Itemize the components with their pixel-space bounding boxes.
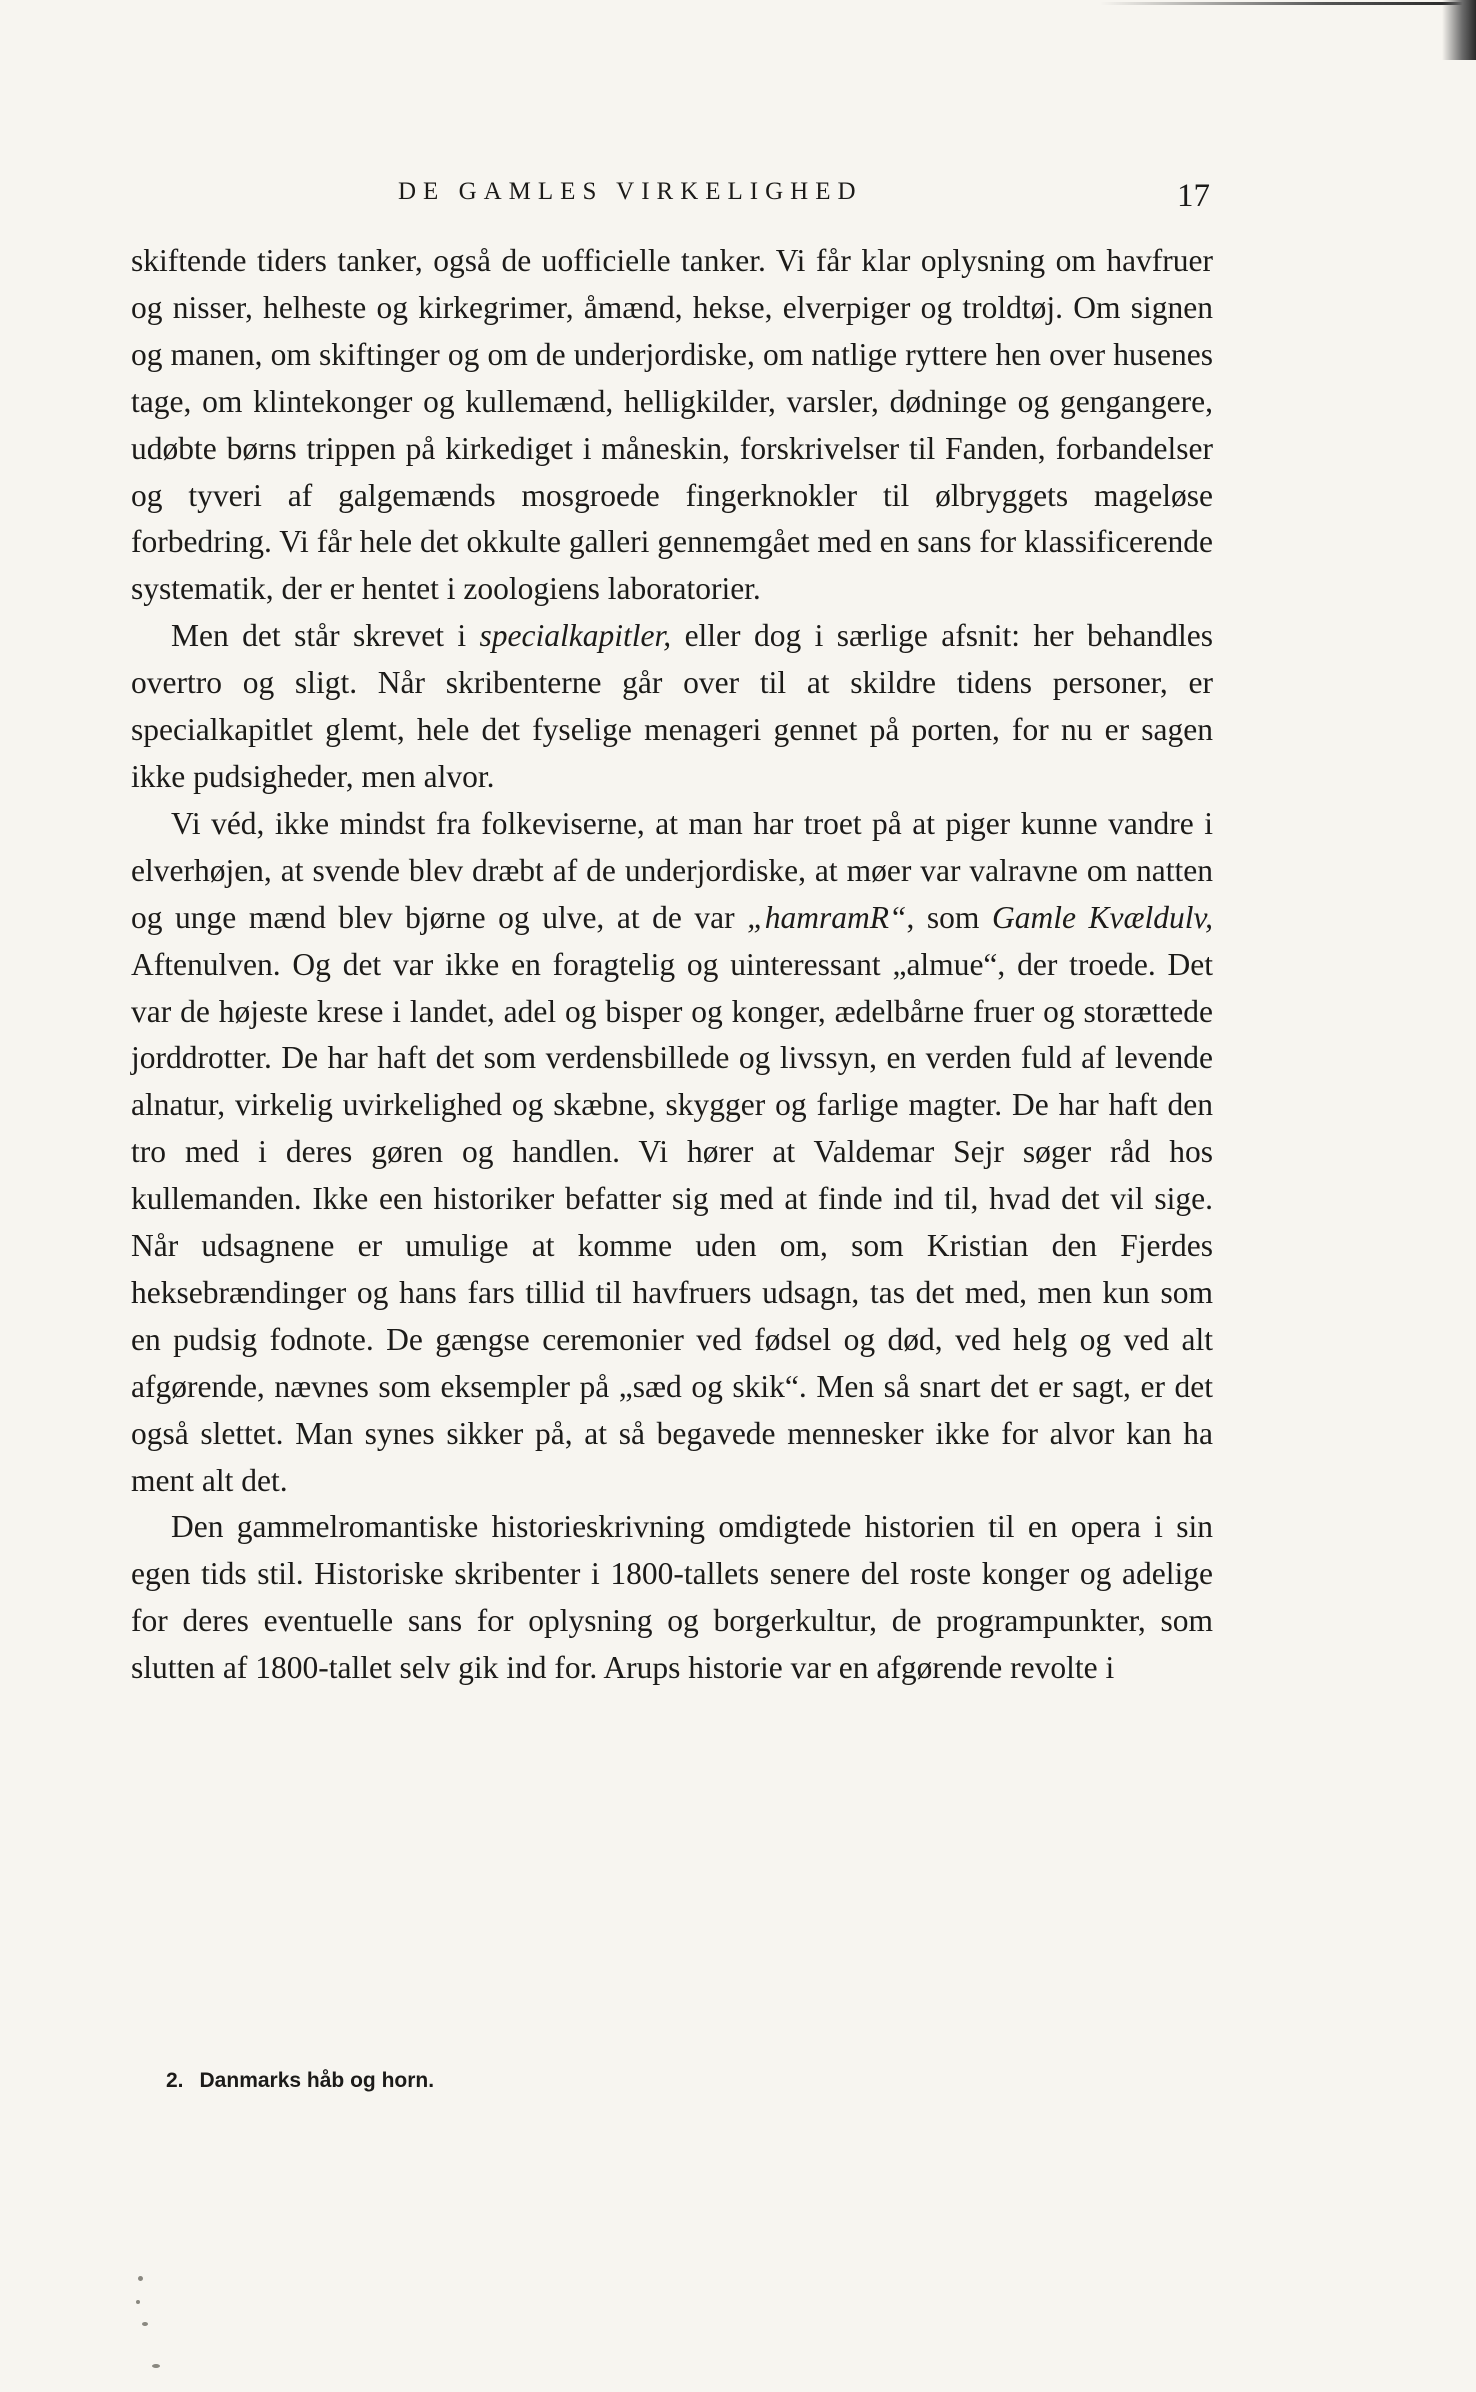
footnote	[166, 2066, 434, 2096]
text-run: Vi véd, ikke mindst fra folkeviserne, at man har troet på at piger kunne vandre i elverhøjen, at svende blev dræbt af de underjordiske, at møer var valravne om natten og unge mænd blev bjørne og ulve, at de var	[131, 805, 1213, 935]
paper-speck	[136, 2300, 140, 2304]
paper-speck	[152, 2364, 160, 2368]
text-run: eller dog i særlige afsnit: her behandles overtro og sligt. Når skribenterne går over til at skildre tidens personer, er specialkapitlet glemt, hele det fyselige menageri gennet på porten, for nu er sagen ikke pudsigheder, men alvor.	[131, 618, 1213, 794]
footnote-text: Danmarks håb og horn.	[199, 2069, 435, 2092]
paper-specks	[134, 2270, 174, 2370]
text-run: Den gammelromantiske historieskrivning omdigtede historien til en opera i sin egen tids stil. Historiske skribenter i 1800-tallets senere del roste konger og adelige for deres eventuelle sans for oplysning og borgerkultur, de programpunkter, som slutten af 1800-tallet selv gik ind for. Arups historie var en afgørende revolte i	[131, 1509, 1213, 1686]
paragraph	[131, 1504, 1213, 1692]
paragraph	[131, 238, 1213, 613]
italic-text: Gamle Kvældulv,	[991, 899, 1213, 935]
page-edge-shadow	[1100, 2, 1476, 5]
paragraph	[131, 801, 1213, 1505]
paper-speck	[138, 2276, 143, 2281]
body-text	[131, 238, 1213, 1692]
running-title: DE GAMLES VIRKELIGHED	[398, 178, 863, 205]
page-number: 17	[1177, 178, 1210, 214]
page-corner-shadow	[1442, 0, 1476, 60]
text-run: Aftenulven. Og det var ikke en foragtelig og uinteressant „almue“, der troede. Det var de højeste krese i landet, adel og bisper og konger, ædelbårne fruer og storættede jorddrotter. De har haft det som verdensbillede og livssyn, en verden fuld af levende alnatur, virkelig uvirkelighed og skæbne, skygger og farlige magter. De har haft den tro med i deres gøren og handlen. Vi hører at Valdemar Sejr søger råd hos kullemanden. Ikke een historiker befatter sig med at finde ind til, hvad det vil sige. Når udsagnene er umulige at komme uden om, som Kristian den Fjerdes heksebrændinger og hans fars tillid til havfruers udsagn, tas det med, men kun som en pudsig fodnote. De gængse ceremonier ved fødsel og død, ved helg og ved alt afgørende, nævnes som eksempler på „sæd og skik“. Men så snart det er sagt, er det også slettet. Man synes sikker på, at så begavede mennesker ikke for alvor kan ha ment alt det.	[131, 946, 1213, 1498]
footnote-number: 2.	[166, 2069, 184, 2092]
paper-speck	[142, 2322, 148, 2326]
running-header	[170, 172, 1210, 212]
italic-text: specialkapitler,	[479, 618, 672, 654]
text-run: skiftende tiders tanker, også de uofficielle tanker. Vi får klar oplysning om havfruer og nisser, helheste og kirkegrimer, åmænd, hekse, elverpiger og troldtøj. Om signen og manen, om skiftinger og om de underjordiske, om natlige ryttere hen over husenes tage, om klintekonger og kullemænd, helligkilder, varsler, dødninge og gengangere, udøbte børns trippen på kirkediget i måneskin, forskrivelser til Fanden, forbandelser og tyveri af galgemænds mosgroede fingerknokler til ølbryggets mageløse forbedring. Vi får hele det okkulte galleri gennemgået med en sans for klassificerende systematik, der er hentet i zoologiens laboratorier.	[131, 243, 1213, 607]
paragraph	[131, 613, 1213, 801]
italic-text: „hamramR“	[747, 899, 907, 935]
text-run: Men det står skrevet i	[171, 618, 480, 654]
text-run: , som	[906, 899, 992, 935]
